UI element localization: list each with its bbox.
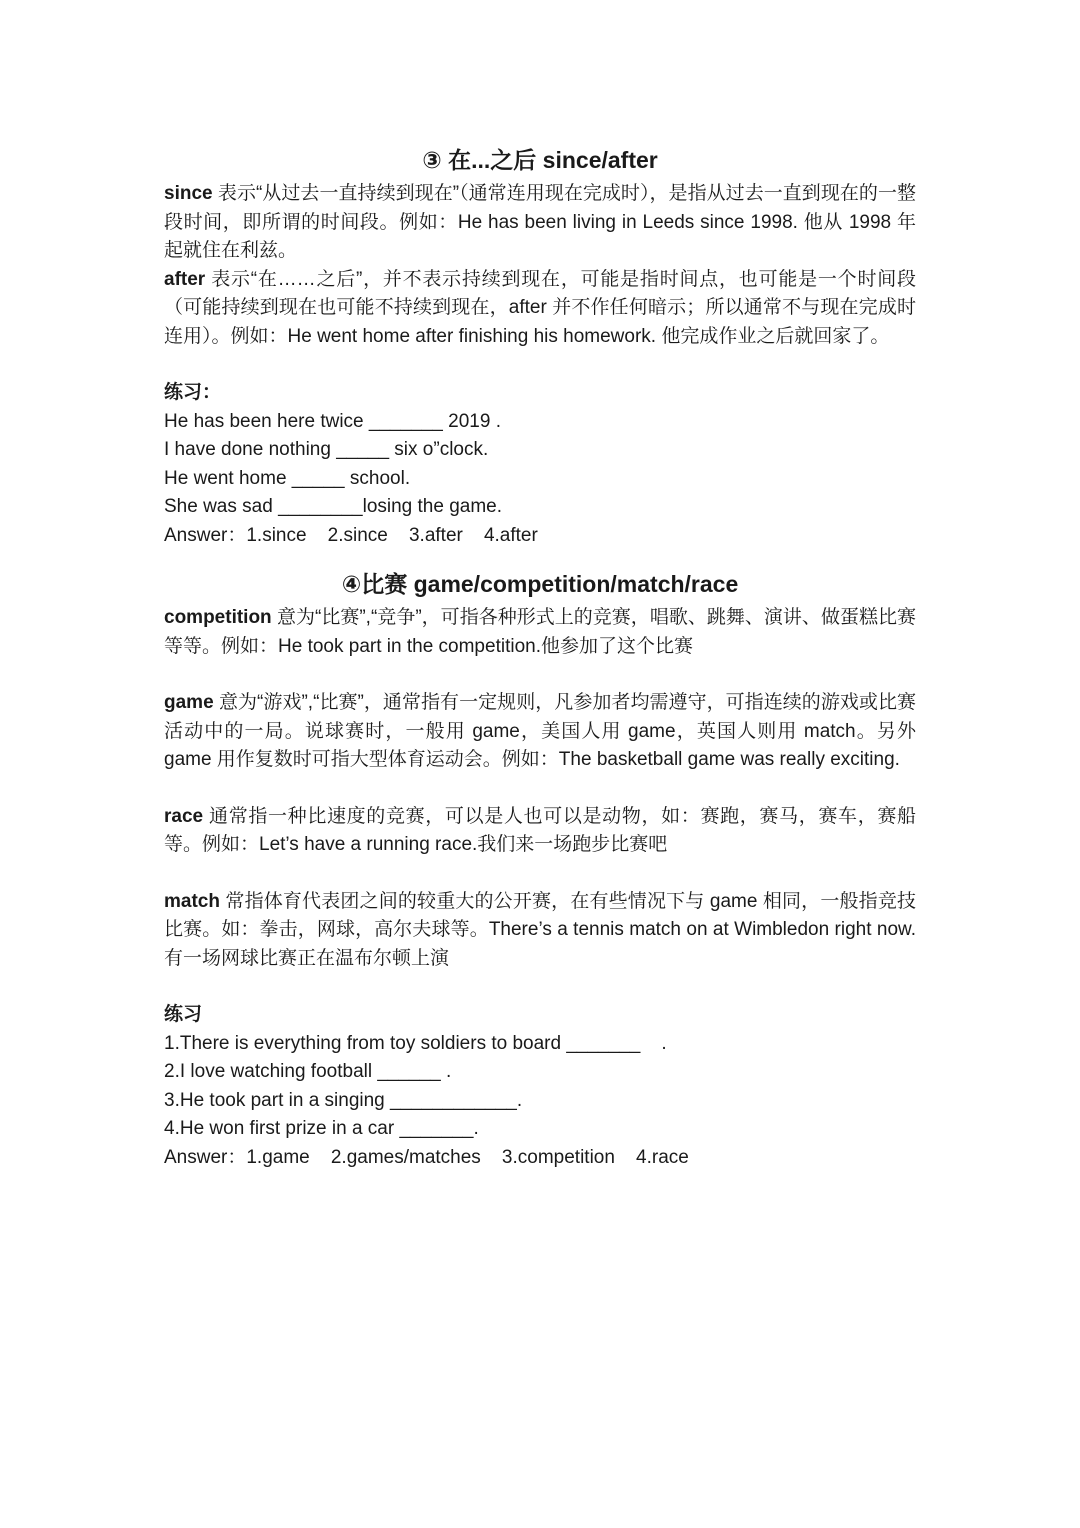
after-term: after xyxy=(164,268,206,290)
match-term: match xyxy=(164,890,220,912)
game-paragraph xyxy=(164,689,916,775)
since-paragraph xyxy=(164,180,916,266)
exercise-heading: 练习： xyxy=(164,382,222,403)
exercise-item: 3.He took part in a singing ____________. xyxy=(164,1089,523,1111)
answer-line: Answer：1.game 2.games/matches 3.competition 4.race xyxy=(164,1146,689,1168)
exercise-item: He has been here twice _______ 2019 . xyxy=(164,410,501,432)
since-term: since xyxy=(164,183,213,204)
exercise-item: He went home _____ school. xyxy=(164,467,411,489)
spacer xyxy=(164,973,916,1001)
game-term: game xyxy=(164,692,214,713)
race-paragraph xyxy=(164,803,916,860)
competition-explanation: 意为“比赛”,“竞争”，可指各种形式上的竞赛，唱歌、跳舞、演讲、做蛋糕比赛等等。例如：He took part in the competition.他参加了这个比赛 xyxy=(164,607,916,657)
spacer xyxy=(164,661,916,689)
since-explanation: 表示“从过去一直持续到现在”（通常连用现在完成时），是指从过去一直到现在的一整段时间，即所谓的时间段。例如：He has been living in Leeds since 1998. 他从 1998 年起就住在利兹。 xyxy=(164,183,916,261)
spacer xyxy=(164,550,916,564)
exercise-item: 4.He won first prize in a car _______. xyxy=(164,1118,479,1139)
match-explanation: 常指体育代表团之间的较重大的公开赛，在有些情况下与 game 相同，一般指竞技比赛。如：拳击，网球，高尔夫球等。There’s a tennis match on at Wimbledon right now.有一场网球比赛正在温布尔顿上演 xyxy=(164,890,916,969)
section-title-since-after: ③ 在...之后 since/after xyxy=(422,147,658,173)
spacer xyxy=(164,775,916,803)
spacer xyxy=(164,860,916,888)
spacer xyxy=(164,351,916,379)
exercise-item: I have done nothing _____ six o”clock. xyxy=(164,439,489,460)
exercise-item: She was sad ________losing the game. xyxy=(164,496,503,517)
race-explanation: 通常指一种比速度的竞赛，可以是人也可以是动物，如：赛跑，赛马，赛车，赛船等。例如：Let’s have a running race.我们来一场跑步比赛吧 xyxy=(164,805,916,855)
competition-term: competition xyxy=(164,607,272,628)
exercise-item: 2.I love watching football ______ . xyxy=(164,1061,452,1082)
after-explanation: 表示“在……之后”，并不表示持续到现在，可能是指时间点，也可能是一个时间段（可能持续到现在也可能不持续到现在，after 并不作任何暗示；所以通常不与现在完成时连用）。例如：He went home after finishing his homework. 他完成作业之后就回家了。 xyxy=(164,268,916,347)
after-paragraph xyxy=(164,266,916,352)
game-explanation: 意为“游戏”,“比赛”，通常指有一定规则，凡参加者均需遵守，可指连续的游戏或比赛活动中的一局。说球赛时，一般用 game，美国人用 game，英国人则用 match。另外 game 用作复数时可指大型体育运动会。例如：The basketball game was really exciting. xyxy=(164,692,916,770)
match-paragraph xyxy=(164,888,916,974)
competition-paragraph xyxy=(164,604,916,661)
document-page xyxy=(164,140,916,1172)
answer-line: Answer：1.since 2.since 3.after 4.after xyxy=(164,524,538,546)
section-title-competitions: ④比赛 game/competition/match/race xyxy=(341,571,739,597)
exercise-item: 1.There is everything from toy soldiers to board _______ . xyxy=(164,1032,667,1054)
exercise-heading: 练习 xyxy=(164,1004,203,1025)
race-term: race xyxy=(164,805,204,827)
